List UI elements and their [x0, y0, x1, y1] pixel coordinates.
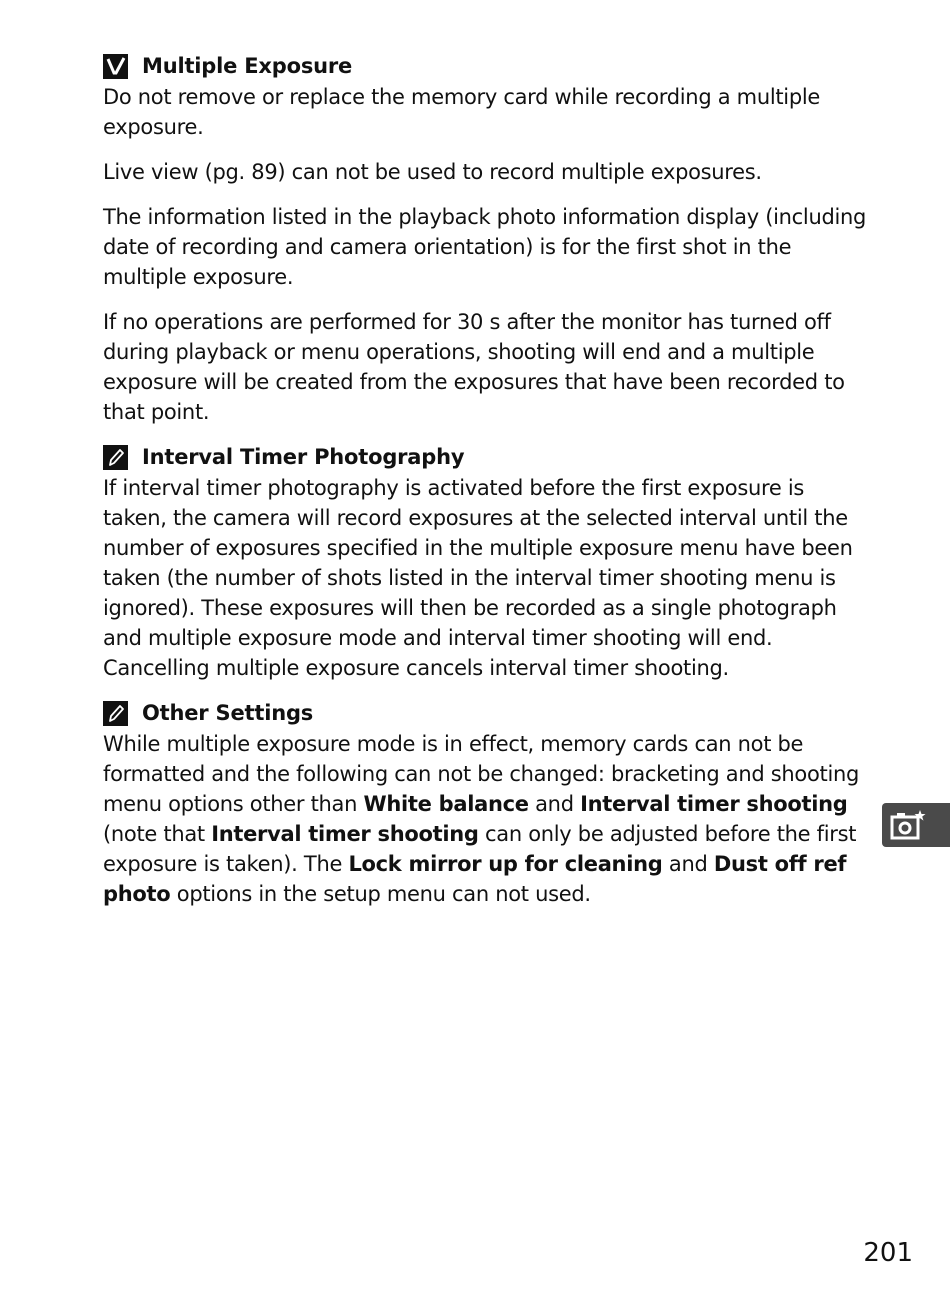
page-number: 201: [863, 1238, 913, 1268]
section-multiple-exposure: [103, 50, 873, 427]
text-run: Do not remove or replace the memory card while recording a multiple exposure.: [103, 85, 821, 139]
bold-term: Interval timer shooting: [580, 792, 848, 816]
note-pencil-icon: [103, 445, 128, 470]
page-content: [103, 50, 873, 923]
paragraph: [103, 729, 873, 909]
section-heading: [103, 50, 873, 82]
chapter-side-tab: [882, 803, 950, 847]
bold-term: Dust off ref photo: [103, 852, 847, 906]
text-run: While multiple exposure mode is in effect, memory cards can not be formatted and the following can not be changed: bracketing and shooting menu options other than: [103, 732, 860, 816]
caution-check-icon: [103, 54, 128, 79]
bold-term: White balance: [363, 792, 529, 816]
section-heading: [103, 441, 873, 473]
text-run: The information listed in the playback photo information display (including date of recording and camera orientation) is for the first shot in the multiple exposure.: [103, 205, 867, 289]
bold-term: Lock mirror up for cleaning: [348, 852, 663, 876]
text-run: Live view (pg. 89) can not be used to record multiple exposures.: [103, 160, 762, 184]
section-title: Other Settings: [142, 701, 314, 725]
text-run: options in the setup menu can not used.: [170, 882, 591, 906]
note-pencil-icon: [103, 701, 128, 726]
section-title: Multiple Exposure: [142, 54, 353, 78]
paragraph: [103, 82, 873, 142]
bold-term: Interval timer shooting: [211, 822, 479, 846]
shooting-menu-camera-icon: [890, 808, 926, 842]
text-run: and: [528, 792, 581, 816]
text-run: If no operations are performed for 30 s after the monitor has turned off during playback or menu operations, shooting will end and a multiple exposure will be created from the exposures that have been recorded to that point.: [103, 310, 845, 424]
section-title: Interval Timer Photography: [142, 445, 465, 469]
section-interval-timer-photography: [103, 441, 873, 683]
text-run: (note that: [103, 822, 212, 846]
text-run: If interval timer photography is activated before the first exposure is taken, the camera will record exposures at the selected interval until the number of exposures specified in the multiple exposure menu have been taken (the number of shots listed in the interval timer shooting menu is ignored). These exposures will then be recorded as a single photograph and multiple exposure mode and interval timer shooting will end. Cancelling multiple exposure cancels interval timer shooting.: [103, 476, 853, 680]
text-run: can only be adjusted before the first exposure is taken). The: [103, 822, 857, 876]
paragraph: [103, 307, 873, 427]
paragraph: [103, 473, 873, 683]
paragraph: [103, 157, 873, 187]
text-run: and: [662, 852, 714, 876]
paragraph: [103, 202, 873, 292]
section-other-settings: [103, 697, 873, 909]
section-heading: [103, 697, 873, 729]
